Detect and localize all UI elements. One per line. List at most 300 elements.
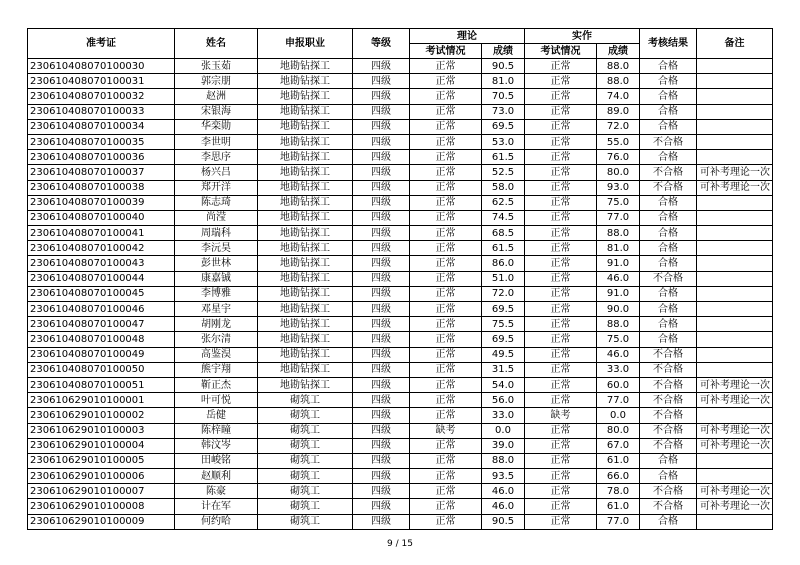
theory-status-cell: 正常 [410,180,482,195]
theory-status-cell: 正常 [410,302,482,317]
theory-status-cell: 正常 [410,438,482,453]
exam-id-cell: 230610629010100002 [28,408,175,423]
header-theory: 理论 [410,29,525,44]
header-practical-score: 成绩 [597,44,640,59]
result-cell: 合格 [640,332,697,347]
remark-cell: 可补考理论一次 [697,484,773,499]
table-row [28,119,773,134]
theory-score-cell: 31.5 [482,362,525,377]
table-row [28,514,773,529]
level-cell: 四级 [353,377,410,392]
exam-results-table [27,28,773,530]
level-cell: 四级 [353,241,410,256]
practical-status-cell: 正常 [525,317,597,332]
practical-status-cell: 缺考 [525,408,597,423]
level-cell: 四级 [353,469,410,484]
table-row [28,180,773,195]
practical-score-cell: 66.0 [597,469,640,484]
theory-score-cell: 51.0 [482,271,525,286]
table-row [28,226,773,241]
practical-status-cell: 正常 [525,104,597,119]
theory-status-cell: 正常 [410,286,482,301]
practical-status-cell: 正常 [525,393,597,408]
exam-id-cell: 230610629010100005 [28,453,175,468]
result-cell: 合格 [640,469,697,484]
result-cell: 合格 [640,286,697,301]
level-cell: 四级 [353,59,410,74]
level-cell: 四级 [353,119,410,134]
table-row [28,104,773,119]
level-cell: 四级 [353,271,410,286]
practical-score-cell: 33.0 [597,362,640,377]
theory-status-cell: 正常 [410,256,482,271]
practical-score-cell: 46.0 [597,347,640,362]
name-cell: 周瑞科 [175,226,258,241]
exam-id-cell: 230610408070100046 [28,302,175,317]
name-cell: 张玉茹 [175,59,258,74]
occupation-cell: 砌筑工 [258,514,353,529]
level-cell: 四级 [353,286,410,301]
table-row [28,393,773,408]
practical-status-cell: 正常 [525,469,597,484]
exam-id-cell: 230610408070100047 [28,317,175,332]
occupation-cell: 砌筑工 [258,423,353,438]
practical-score-cell: 80.0 [597,165,640,180]
table-row [28,362,773,377]
result-cell: 不合格 [640,423,697,438]
remark-cell [697,59,773,74]
table-row [28,256,773,271]
remark-cell: 可补考理论一次 [697,423,773,438]
theory-score-cell: 69.5 [482,119,525,134]
result-cell: 合格 [640,150,697,165]
practical-status-cell: 正常 [525,256,597,271]
exam-id-cell: 230610629010100001 [28,393,175,408]
result-cell: 不合格 [640,180,697,195]
name-cell: 何约哈 [175,514,258,529]
theory-status-cell: 正常 [410,332,482,347]
header-occupation: 申报职业 [258,29,353,59]
theory-score-cell: 72.0 [482,286,525,301]
occupation-cell: 砌筑工 [258,453,353,468]
occupation-cell: 砌筑工 [258,438,353,453]
practical-status-cell: 正常 [525,226,597,241]
name-cell: 李世明 [175,134,258,149]
practical-score-cell: 90.0 [597,302,640,317]
result-cell: 合格 [640,226,697,241]
name-cell: 叶可悦 [175,393,258,408]
theory-score-cell: 70.5 [482,89,525,104]
theory-score-cell: 68.5 [482,226,525,241]
theory-score-cell: 61.5 [482,241,525,256]
exam-id-cell: 230610408070100041 [28,226,175,241]
level-cell: 四级 [353,423,410,438]
practical-status-cell: 正常 [525,514,597,529]
exam-id-cell: 230610408070100035 [28,134,175,149]
name-cell: 李博雅 [175,286,258,301]
exam-id-cell: 230610408070100039 [28,195,175,210]
name-cell: 郭宗朋 [175,74,258,89]
practical-status-cell: 正常 [525,210,597,225]
theory-score-cell: 61.5 [482,150,525,165]
exam-id-cell: 230610408070100050 [28,362,175,377]
theory-score-cell: 81.0 [482,74,525,89]
header-theory-score: 成绩 [482,44,525,59]
name-cell: 邓星宇 [175,302,258,317]
name-cell: 陈豪 [175,484,258,499]
level-cell: 四级 [353,150,410,165]
theory-status-cell: 正常 [410,469,482,484]
exam-id-cell: 230610408070100034 [28,119,175,134]
practical-score-cell: 60.0 [597,377,640,392]
header-exam-id: 准考证 [28,29,175,59]
result-cell: 合格 [640,302,697,317]
remark-cell [697,514,773,529]
occupation-cell: 地勘钻探工 [258,195,353,210]
occupation-cell: 地勘钻探工 [258,119,353,134]
practical-status-cell: 正常 [525,180,597,195]
exam-id-cell: 230610408070100036 [28,150,175,165]
remark-cell [697,150,773,165]
level-cell: 四级 [353,104,410,119]
remark-cell: 可补考理论一次 [697,499,773,514]
theory-status-cell: 正常 [410,377,482,392]
name-cell: 张尔清 [175,332,258,347]
exam-id-cell: 230610408070100031 [28,74,175,89]
practical-status-cell: 正常 [525,119,597,134]
practical-score-cell: 74.0 [597,89,640,104]
theory-status-cell: 正常 [410,271,482,286]
name-cell: 赵顺利 [175,469,258,484]
result-cell: 合格 [640,59,697,74]
practical-status-cell: 正常 [525,195,597,210]
theory-status-cell: 正常 [410,134,482,149]
result-cell: 不合格 [640,408,697,423]
table-row [28,165,773,180]
occupation-cell: 砌筑工 [258,408,353,423]
remark-cell: 可补考理论一次 [697,393,773,408]
exam-id-cell: 230610629010100003 [28,423,175,438]
name-cell: 靳正杰 [175,377,258,392]
occupation-cell: 地勘钻探工 [258,347,353,362]
name-cell: 宋银海 [175,104,258,119]
theory-score-cell: 90.5 [482,514,525,529]
practical-score-cell: 55.0 [597,134,640,149]
table-row [28,377,773,392]
exam-id-cell: 230610629010100009 [28,514,175,529]
result-cell: 合格 [640,104,697,119]
name-cell: 熊宇翔 [175,362,258,377]
name-cell: 计在军 [175,499,258,514]
result-cell: 不合格 [640,362,697,377]
remark-cell: 可补考理论一次 [697,438,773,453]
result-cell: 不合格 [640,499,697,514]
occupation-cell: 地勘钻探工 [258,59,353,74]
theory-score-cell: 33.0 [482,408,525,423]
remark-cell [697,408,773,423]
level-cell: 四级 [353,302,410,317]
theory-score-cell: 90.5 [482,59,525,74]
name-cell: 郑开洋 [175,180,258,195]
remark-cell: 可补考理论一次 [697,165,773,180]
remark-cell [697,210,773,225]
table-row [28,484,773,499]
practical-score-cell: 91.0 [597,256,640,271]
name-cell: 彭世林 [175,256,258,271]
occupation-cell: 地勘钻探工 [258,226,353,241]
practical-status-cell: 正常 [525,438,597,453]
theory-status-cell: 正常 [410,362,482,377]
occupation-cell: 地勘钻探工 [258,210,353,225]
exam-id-cell: 230610408070100038 [28,180,175,195]
remark-cell: 可补考理论一次 [697,180,773,195]
practical-score-cell: 77.0 [597,514,640,529]
remark-cell [697,317,773,332]
theory-score-cell: 93.5 [482,469,525,484]
exam-id-cell: 230610408070100037 [28,165,175,180]
name-cell: 韩汶岑 [175,438,258,453]
result-cell: 合格 [640,210,697,225]
table-row [28,347,773,362]
practical-score-cell: 91.0 [597,286,640,301]
table-row [28,150,773,165]
header-level: 等级 [353,29,410,59]
remark-cell [697,119,773,134]
theory-status-cell: 缺考 [410,423,482,438]
level-cell: 四级 [353,408,410,423]
result-cell: 合格 [640,74,697,89]
theory-score-cell: 56.0 [482,393,525,408]
table-body [28,59,773,530]
remark-cell [697,347,773,362]
table-row [28,499,773,514]
occupation-cell: 地勘钻探工 [258,256,353,271]
level-cell: 四级 [353,74,410,89]
result-cell: 不合格 [640,347,697,362]
exam-id-cell: 230610408070100040 [28,210,175,225]
level-cell: 四级 [353,484,410,499]
name-cell: 胡刚龙 [175,317,258,332]
name-cell: 华栾勋 [175,119,258,134]
table-row [28,74,773,89]
result-cell: 不合格 [640,271,697,286]
occupation-cell: 地勘钻探工 [258,271,353,286]
practical-score-cell: 88.0 [597,74,640,89]
practical-score-cell: 80.0 [597,423,640,438]
practical-score-cell: 61.0 [597,453,640,468]
remark-cell [697,453,773,468]
result-cell: 合格 [640,89,697,104]
remark-cell [697,362,773,377]
exam-id-cell: 230610408070100045 [28,286,175,301]
table-row [28,332,773,347]
practical-score-cell: 81.0 [597,241,640,256]
occupation-cell: 地勘钻探工 [258,134,353,149]
remark-cell [697,74,773,89]
occupation-cell: 地勘钻探工 [258,332,353,347]
result-cell: 合格 [640,514,697,529]
practical-status-cell: 正常 [525,377,597,392]
level-cell: 四级 [353,134,410,149]
theory-status-cell: 正常 [410,393,482,408]
theory-status-cell: 正常 [410,226,482,241]
name-cell: 田峻铭 [175,453,258,468]
theory-status-cell: 正常 [410,165,482,180]
result-cell: 合格 [640,453,697,468]
practical-score-cell: 77.0 [597,393,640,408]
table-row [28,210,773,225]
occupation-cell: 地勘钻探工 [258,150,353,165]
name-cell: 李思序 [175,150,258,165]
remark-cell [697,256,773,271]
practical-score-cell: 78.0 [597,484,640,499]
table-row [28,89,773,104]
exam-id-cell: 230610629010100004 [28,438,175,453]
exam-id-cell: 230610408070100044 [28,271,175,286]
theory-score-cell: 46.0 [482,499,525,514]
practical-score-cell: 0.0 [597,408,640,423]
practical-status-cell: 正常 [525,74,597,89]
practical-status-cell: 正常 [525,134,597,149]
practical-status-cell: 正常 [525,499,597,514]
name-cell: 陈梓瞳 [175,423,258,438]
occupation-cell: 砌筑工 [258,484,353,499]
practical-score-cell: 46.0 [597,271,640,286]
practical-score-cell: 93.0 [597,180,640,195]
result-cell: 不合格 [640,484,697,499]
level-cell: 四级 [353,210,410,225]
theory-status-cell: 正常 [410,347,482,362]
practical-score-cell: 67.0 [597,438,640,453]
theory-score-cell: 86.0 [482,256,525,271]
remark-cell [697,241,773,256]
theory-status-cell: 正常 [410,317,482,332]
occupation-cell: 地勘钻探工 [258,317,353,332]
result-cell: 不合格 [640,134,697,149]
remark-cell [697,332,773,347]
result-cell: 不合格 [640,377,697,392]
table-row [28,408,773,423]
practical-score-cell: 76.0 [597,150,640,165]
table-row [28,195,773,210]
theory-score-cell: 0.0 [482,423,525,438]
remark-cell [697,469,773,484]
name-cell: 高鉴淏 [175,347,258,362]
result-cell: 合格 [640,317,697,332]
name-cell: 李沅昊 [175,241,258,256]
result-cell: 不合格 [640,165,697,180]
theory-status-cell: 正常 [410,119,482,134]
remark-cell [697,302,773,317]
table-row [28,271,773,286]
theory-status-cell: 正常 [410,514,482,529]
theory-status-cell: 正常 [410,408,482,423]
theory-score-cell: 69.5 [482,332,525,347]
level-cell: 四级 [353,317,410,332]
result-cell: 合格 [640,241,697,256]
level-cell: 四级 [353,256,410,271]
theory-score-cell: 53.0 [482,134,525,149]
occupation-cell: 地勘钻探工 [258,362,353,377]
table-row [28,317,773,332]
theory-score-cell: 46.0 [482,484,525,499]
exam-id-cell: 230610408070100043 [28,256,175,271]
practical-status-cell: 正常 [525,241,597,256]
result-cell: 合格 [640,119,697,134]
table-row [28,469,773,484]
exam-id-cell: 230610629010100007 [28,484,175,499]
header-name: 姓名 [175,29,258,59]
practical-status-cell: 正常 [525,150,597,165]
practical-status-cell: 正常 [525,271,597,286]
theory-score-cell: 73.0 [482,104,525,119]
theory-status-cell: 正常 [410,59,482,74]
practical-score-cell: 88.0 [597,226,640,241]
theory-score-cell: 75.5 [482,317,525,332]
theory-status-cell: 正常 [410,210,482,225]
result-cell: 不合格 [640,393,697,408]
practical-status-cell: 正常 [525,484,597,499]
practical-status-cell: 正常 [525,423,597,438]
remark-cell [697,104,773,119]
practical-status-cell: 正常 [525,165,597,180]
table-row [28,453,773,468]
theory-score-cell: 52.5 [482,165,525,180]
header-practical-status: 考试情况 [525,44,597,59]
occupation-cell: 地勘钻探工 [258,302,353,317]
name-cell: 杨兴吕 [175,165,258,180]
remark-cell [697,195,773,210]
practical-status-cell: 正常 [525,362,597,377]
occupation-cell: 地勘钻探工 [258,165,353,180]
header-remark: 备注 [697,29,773,59]
table-row [28,438,773,453]
exam-id-cell: 230610629010100006 [28,469,175,484]
occupation-cell: 地勘钻探工 [258,89,353,104]
practical-score-cell: 77.0 [597,210,640,225]
occupation-cell: 砌筑工 [258,499,353,514]
level-cell: 四级 [353,195,410,210]
level-cell: 四级 [353,89,410,104]
practical-status-cell: 正常 [525,286,597,301]
level-cell: 四级 [353,226,410,241]
exam-id-cell: 230610408070100030 [28,59,175,74]
header-result: 考核结果 [640,29,697,59]
theory-status-cell: 正常 [410,241,482,256]
exam-id-cell: 230610408070100032 [28,89,175,104]
result-cell: 合格 [640,195,697,210]
table-row [28,286,773,301]
level-cell: 四级 [353,362,410,377]
theory-status-cell: 正常 [410,499,482,514]
remark-cell [697,271,773,286]
exam-id-cell: 230610629010100008 [28,499,175,514]
practical-status-cell: 正常 [525,59,597,74]
result-cell: 不合格 [640,438,697,453]
theory-status-cell: 正常 [410,195,482,210]
practical-score-cell: 89.0 [597,104,640,119]
name-cell: 康嘉铖 [175,271,258,286]
practical-score-cell: 61.0 [597,499,640,514]
theory-score-cell: 62.5 [482,195,525,210]
name-cell: 岳健 [175,408,258,423]
practical-status-cell: 正常 [525,347,597,362]
theory-score-cell: 39.0 [482,438,525,453]
theory-score-cell: 54.0 [482,377,525,392]
practical-status-cell: 正常 [525,453,597,468]
occupation-cell: 地勘钻探工 [258,286,353,301]
theory-score-cell: 69.5 [482,302,525,317]
